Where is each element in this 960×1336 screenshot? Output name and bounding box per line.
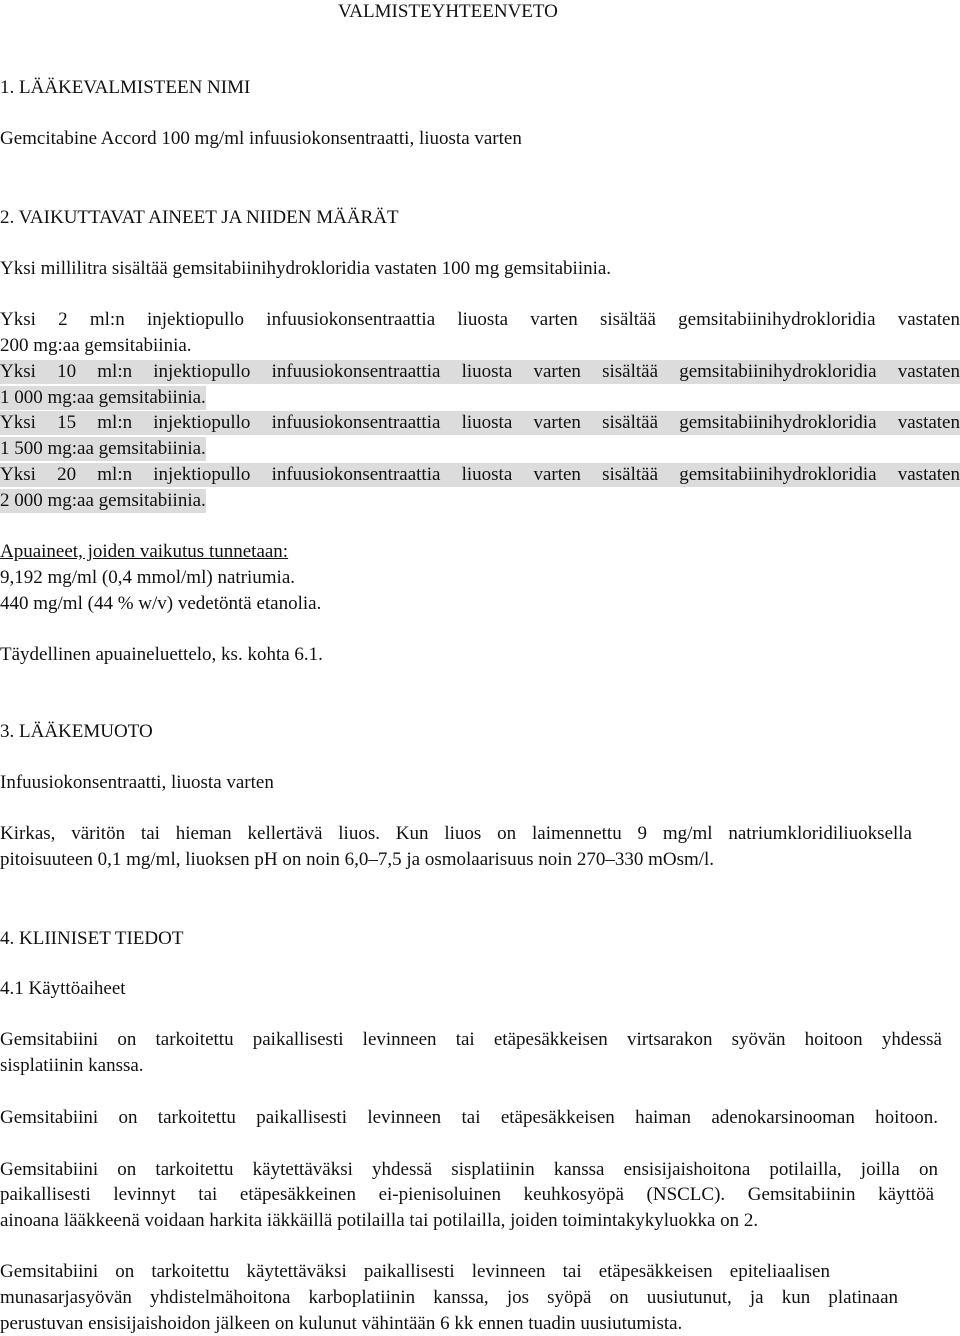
indication-bladder-line1: Gemsitabiini on tarkoitettu paikallisesti levinneen tai etäpesäkkeisen virtsarakon syövän hoitoon yhdessä	[0, 1029, 942, 1050]
excipients-heading: Apuaineet, joiden vaikutus tunnetaan:	[0, 541, 289, 562]
vial-10ml-line1: Yksi 10 ml:n injektiopullo infuusiokonsentraattia liuosta varten sisältää gemsitabiinihydrokloridia vastaten	[0, 361, 960, 382]
full-excipient-list-reference: Täydellinen apuaineluettelo, ks. kohta 6.1.	[0, 644, 323, 665]
indication-nsclc-line3: ainoana lääkkeenä voidaan harkita iäkkäillä potilailla tai potilailla, joiden toimintakykyluokka on 2.	[0, 1210, 759, 1231]
vial-15ml-line2: 1 500 mg:aa gemsitabiinia.	[0, 438, 206, 459]
vial-2ml-line1: Yksi 2 ml:n injektiopullo infuusiokonsentraattia liuosta varten sisältää gemsitabiinihydrokloridia vastaten	[0, 309, 960, 330]
composition-per-ml: Yksi millilitra sisältää gemsitabiinihydrokloridia vastaten 100 mg gemsitabiinia.	[0, 258, 612, 279]
section-3-heading: 3. LÄÄKEMUOTO	[0, 721, 153, 742]
section-1-heading: 1. LÄÄKEVALMISTEEN NIMI	[0, 77, 251, 98]
section-4-1-heading: 4.1 Käyttöaiheet	[0, 978, 126, 999]
section-4-heading: 4. KLIINISET TIEDOT	[0, 928, 184, 949]
vial-20ml-line1: Yksi 20 ml:n injektiopullo infuusiokonsentraattia liuosta varten sisältää gemsitabiinihydrokloridia vastaten	[0, 464, 960, 485]
product-name: Gemcitabine Accord 100 mg/ml infuusiokonsentraatti, liuosta varten	[0, 128, 522, 149]
document-title: VALMISTEYHTEENVETO	[338, 1, 558, 22]
excipient-ethanol: 440 mg/ml (44 % w/v) vedetöntä etanolia.	[0, 593, 322, 614]
indication-bladder-line2: sisplatiinin kanssa.	[0, 1055, 144, 1076]
form-description-line2: pitoisuuteen 0,1 mg/ml, liuoksen pH on noin 6,0–7,5 ja osmolaarisuus noin 270–330 mOsm/l.	[0, 849, 715, 870]
indication-ovarian-line2: munasarjasyövän yhdistelmähoitona karboplatiinin kanssa, jos syöpä on uusiutunut, ja kun platinaan	[0, 1287, 898, 1308]
vial-20ml-line2: 2 000 mg:aa gemsitabiinia.	[0, 490, 206, 511]
form-description-line1: Kirkas, väritön tai hieman kellertävä liuos. Kun liuos on laimennettu 9 mg/ml natriumkloridiliuoksella	[0, 823, 912, 844]
excipient-sodium: 9,192 mg/ml (0,4 mmol/ml) natriumia.	[0, 567, 296, 588]
indication-nsclc-line2: paikallisesti levinnyt tai etäpesäkkeinen ei-pienisoluinen keuhkosyöpä (NSCLC). Gemsitabiinin käyttöä	[0, 1184, 934, 1205]
pharmaceutical-form: Infuusiokonsentraatti, liuosta varten	[0, 772, 274, 793]
indication-nsclc-line1: Gemsitabiini on tarkoitettu käytettäväksi yhdessä sisplatiinin kanssa ensisijaishoitona potilailla, joilla on	[0, 1159, 938, 1180]
vial-10ml-line2: 1 000 mg:aa gemsitabiinia.	[0, 387, 206, 408]
indication-ovarian-line3: perustuvan ensisijaishoidon jälkeen on kulunut vähintään 6 kk ennen tuadin uusiutumista.	[0, 1313, 683, 1334]
vial-2ml-line2: 200 mg:aa gemsitabiinia.	[0, 335, 192, 356]
indication-ovarian-line1: Gemsitabiini on tarkoitettu käytettäväksi paikallisesti levinneen tai etäpesäkkeisen epiteliaalisen	[0, 1261, 830, 1282]
indication-pancreas: Gemsitabiini on tarkoitettu paikallisesti levinneen tai etäpesäkkeisen haiman adenokarsinooman hoitoon.	[0, 1107, 938, 1128]
section-2-heading: 2. VAIKUTTAVAT AINEET JA NIIDEN MÄÄRÄT	[0, 207, 399, 228]
vial-15ml-line1: Yksi 15 ml:n injektiopullo infuusiokonsentraattia liuosta varten sisältää gemsitabiinihydrokloridia vastaten	[0, 412, 960, 433]
